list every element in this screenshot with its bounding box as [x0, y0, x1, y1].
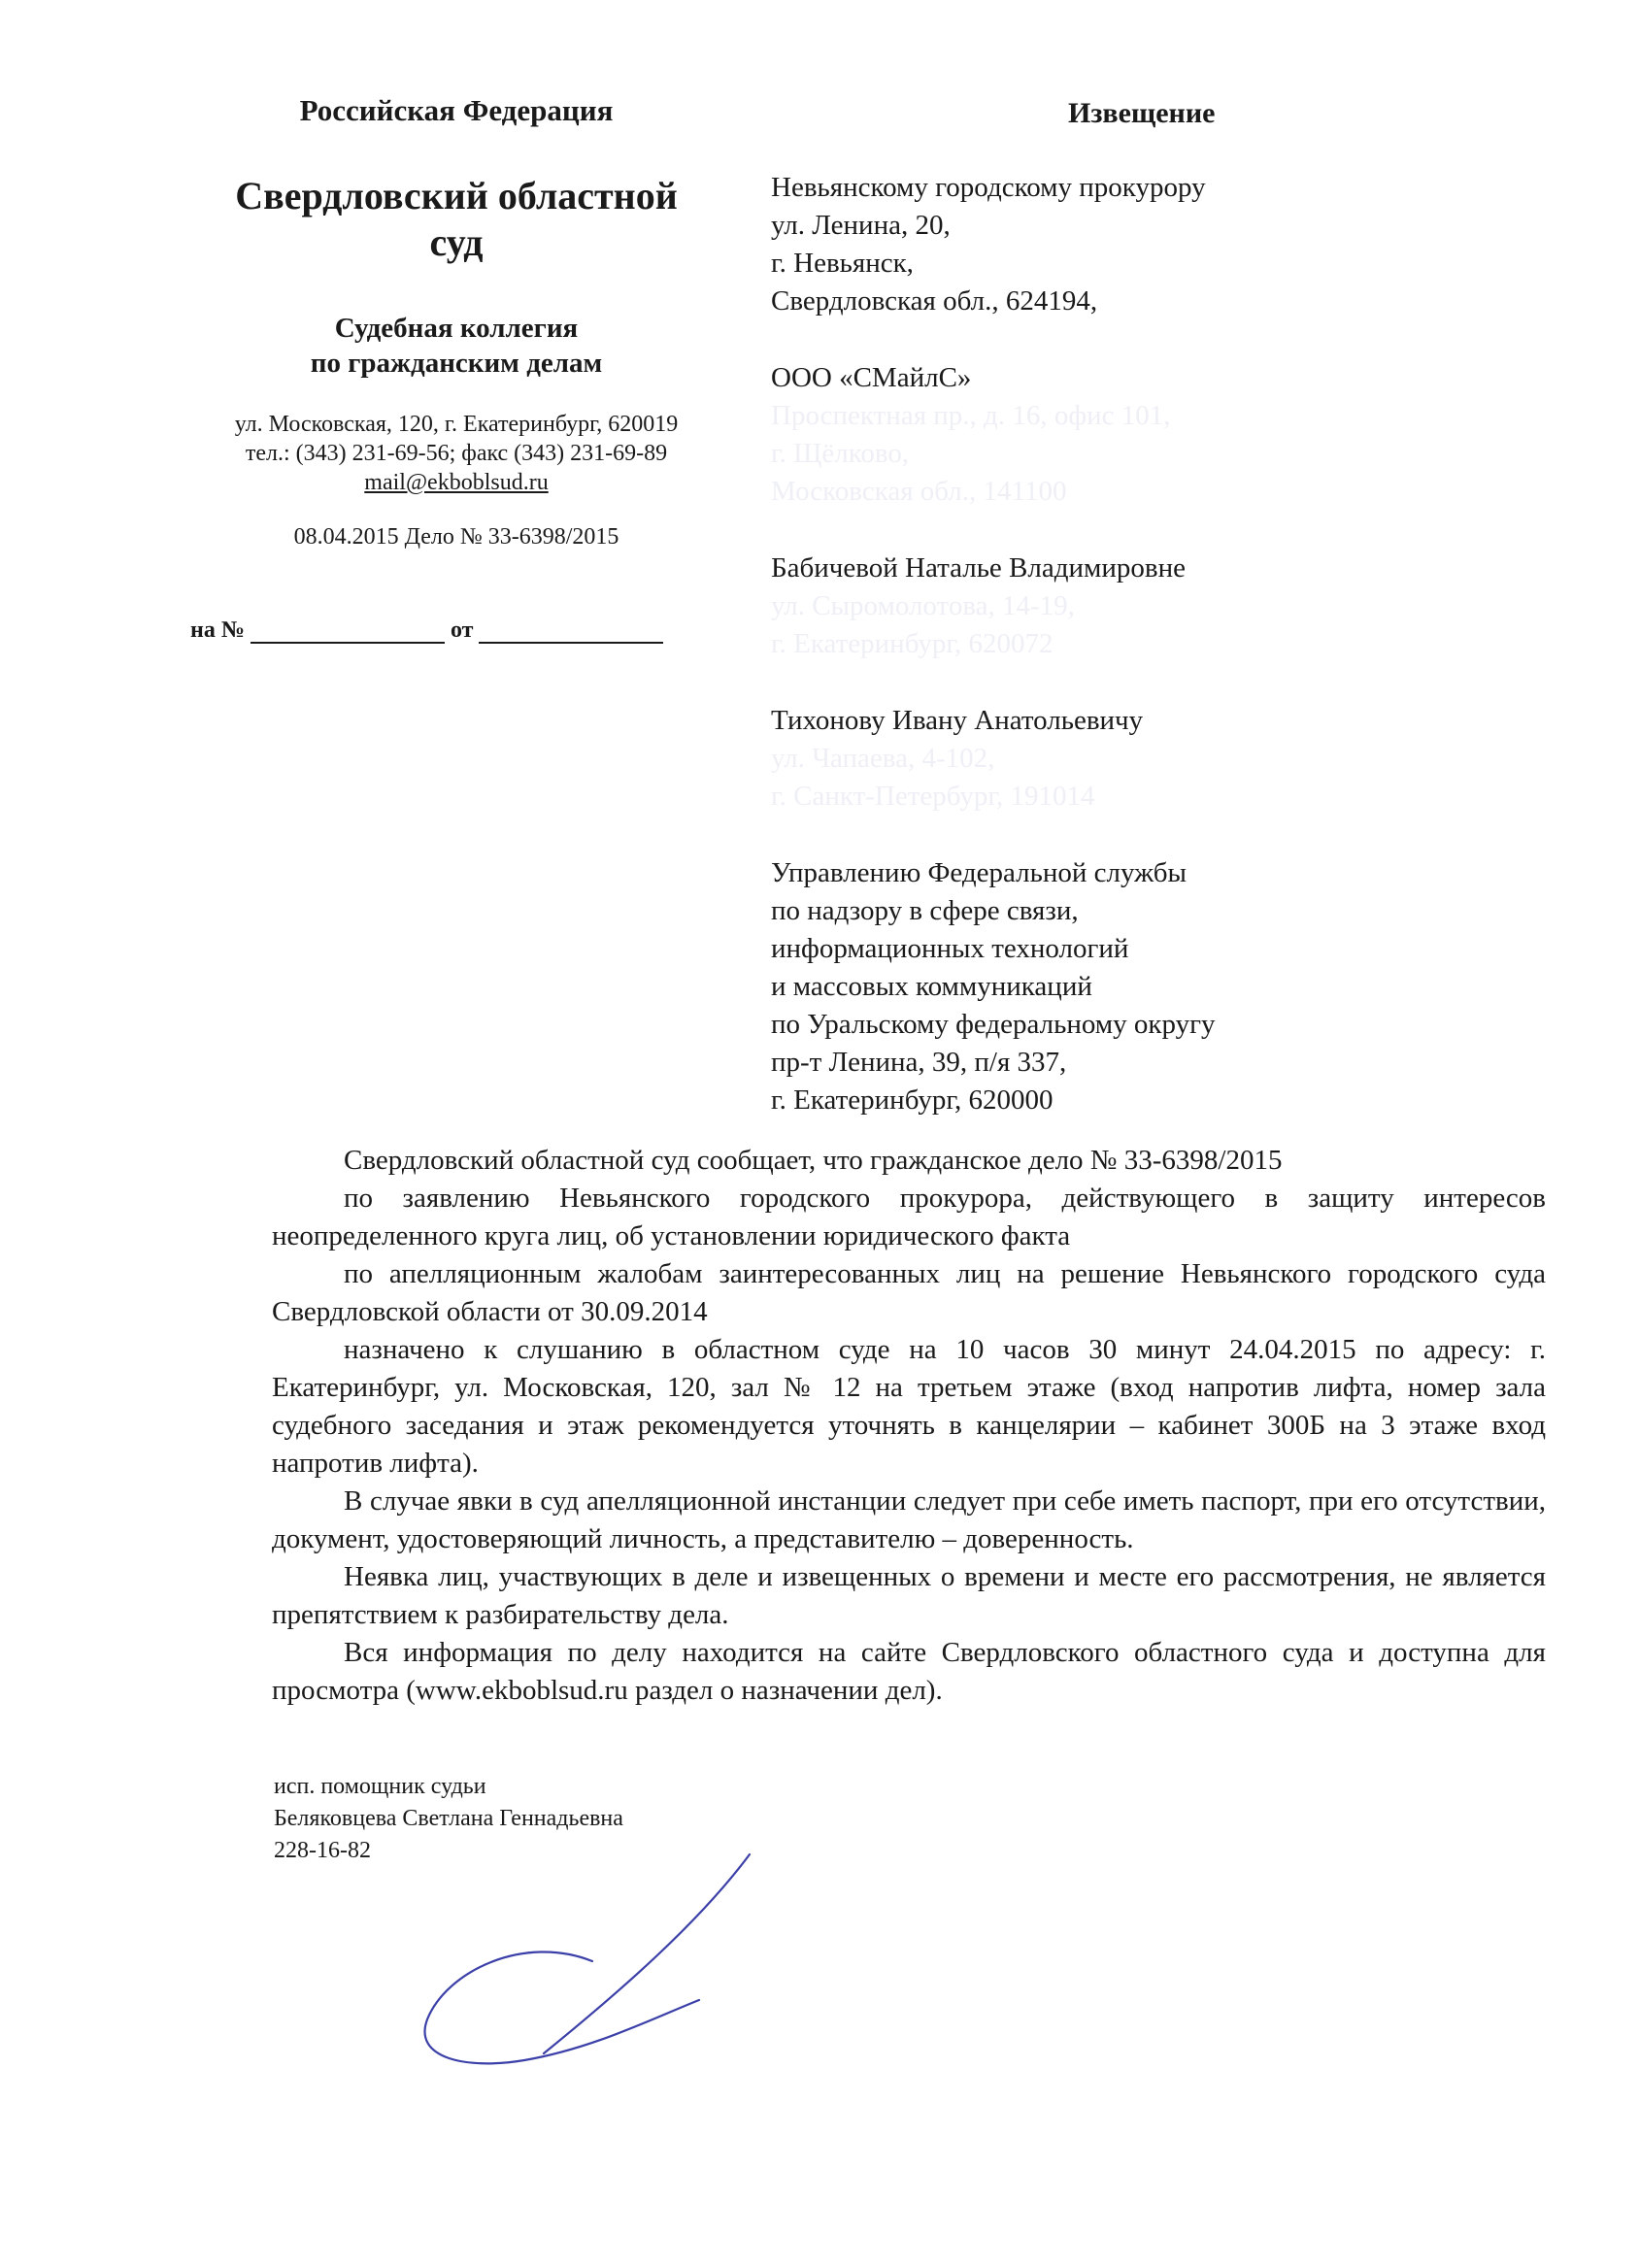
signer-name: Беляковцева Светлана Геннадьевна [274, 1806, 623, 1831]
recipient-company [771, 359, 1509, 511]
body-paragraph: В случае явки в суд апелляционной инстанции следует при себе иметь паспорт, при его отсутствии, документ, удостоверяющий личность, а представителю – доверенность. [272, 1485, 1546, 1554]
recipients-list [771, 169, 1509, 1158]
recipient-roskomnadzor [771, 854, 1509, 1119]
recipient-faded-line: ул. Чапаева, 4-102, [771, 743, 995, 774]
case-reference: 08.04.2015 Дело № 33-6398/2015 [293, 524, 619, 550]
recipient-faded-line: Проспектная пр., д. 16, офис 101, [771, 400, 1171, 431]
signer-phone: 228-16-82 [274, 1838, 371, 1863]
reply-date-blank [479, 618, 663, 644]
recipient-faded-line: ул. Сыромолотова, 14-19, [771, 590, 1075, 621]
body-paragraph: Свердловский областной суд сообщает, что гражданское дело № 33-6398/2015 [344, 1145, 1283, 1176]
body-paragraph: назначено к слушанию в областном суде на 10 часов 30 минут 24.04.2015 по адресу: г. Екатеринбург, ул. Московская, 120, зал № 12 на третьем этаже (вход напротив лифта, номер зала судебного заседания и этаж рекомендуется уточнять в канцелярии – кабинет 300Б на 3 этаже вход напротив лифта). [272, 1334, 1546, 1479]
reply-number-label: на № [190, 617, 245, 643]
court-email-link[interactable]: mail@ekboblsud.ru [364, 470, 549, 495]
notice-body [272, 1142, 1546, 1710]
recipient-line: Невьянскому городскому прокурору [771, 172, 1206, 203]
collegium-line-1: Судебная коллегия [334, 313, 579, 344]
reply-reference-line [190, 617, 669, 644]
court-contacts [184, 410, 728, 497]
recipient-faded-line: Московская обл., 141100 [771, 476, 1067, 507]
recipient-line: пр-т Ленина, 39, п/я 337, [771, 1047, 1067, 1078]
recipient-faded-line: г. Екатеринбург, 620072 [771, 628, 1054, 659]
recipient-line: ул. Ленина, 20, [771, 210, 951, 241]
collegium-name [184, 311, 728, 381]
recipient-line: по надзору в сфере связи, [771, 895, 1079, 926]
court-name: Свердловский областной суд [235, 174, 678, 264]
recipient-line: Тихонову Ивану Анатольевичу [771, 705, 1144, 736]
handwritten-signature [408, 1845, 796, 2078]
recipient-faded-line: г. Санкт-Петербург, 191014 [771, 781, 1095, 812]
body-paragraph: по заявлению Невьянского городского прокурора, действующего в защиту интересов неопределенного круга лиц, об установлении юридического факта [272, 1183, 1546, 1251]
body-paragraph: по апелляционным жалобам заинтересованных лиц на решение Невьянского городского суда Свердловской области от 30.09.2014 [272, 1258, 1546, 1327]
body-paragraph: Вся информация по делу находится на сайте Свердловского областного суда и доступна для просмотра (www.ekboblsud.ru раздел о назначении дел). [272, 1637, 1546, 1706]
notice-title: Извещение [1068, 97, 1216, 129]
recipient-prosecutor [771, 169, 1509, 320]
reply-number-blank [251, 618, 445, 644]
court-letterhead [184, 93, 728, 550]
recipient-faded-line: г. Щёлково, [771, 438, 910, 469]
recipient-line: Свердловская обл., 624194, [771, 285, 1098, 317]
signature-stroke [425, 1854, 750, 2063]
collegium-line-2: по гражданским делам [310, 348, 603, 379]
recipient-line: Управлению Федеральной службы [771, 857, 1187, 888]
recipient-babicheva [771, 550, 1509, 663]
recipient-tikhonov [771, 702, 1509, 816]
recipient-line: Бабичевой Наталье Владимировне [771, 552, 1186, 584]
reply-date-label: от [450, 617, 474, 643]
country-name: Российская Федерация [299, 93, 614, 127]
signer-role: исп. помощник судьи [274, 1774, 486, 1799]
recipient-line: по Уральскому федеральному округу [771, 1009, 1216, 1040]
recipient-line: и массовых коммуникаций [771, 971, 1092, 1002]
recipient-line: информационных технологий [771, 933, 1129, 964]
court-phone-fax: тел.: (343) 231-69-56; факс (343) 231-69-89 [245, 441, 668, 466]
court-address: ул. Московская, 120, г. Екатеринбург, 620019 [234, 412, 679, 437]
recipient-line: г. Екатеринбург, 620000 [771, 1084, 1054, 1116]
recipient-line: ООО «СМайлС» [771, 362, 972, 393]
recipient-line: г. Невьянск, [771, 248, 914, 279]
body-paragraph: Неявка лиц, участвующих в деле и извещенных о времени и месте его рассмотрения, не является препятствием к разбирательству дела. [272, 1561, 1546, 1630]
